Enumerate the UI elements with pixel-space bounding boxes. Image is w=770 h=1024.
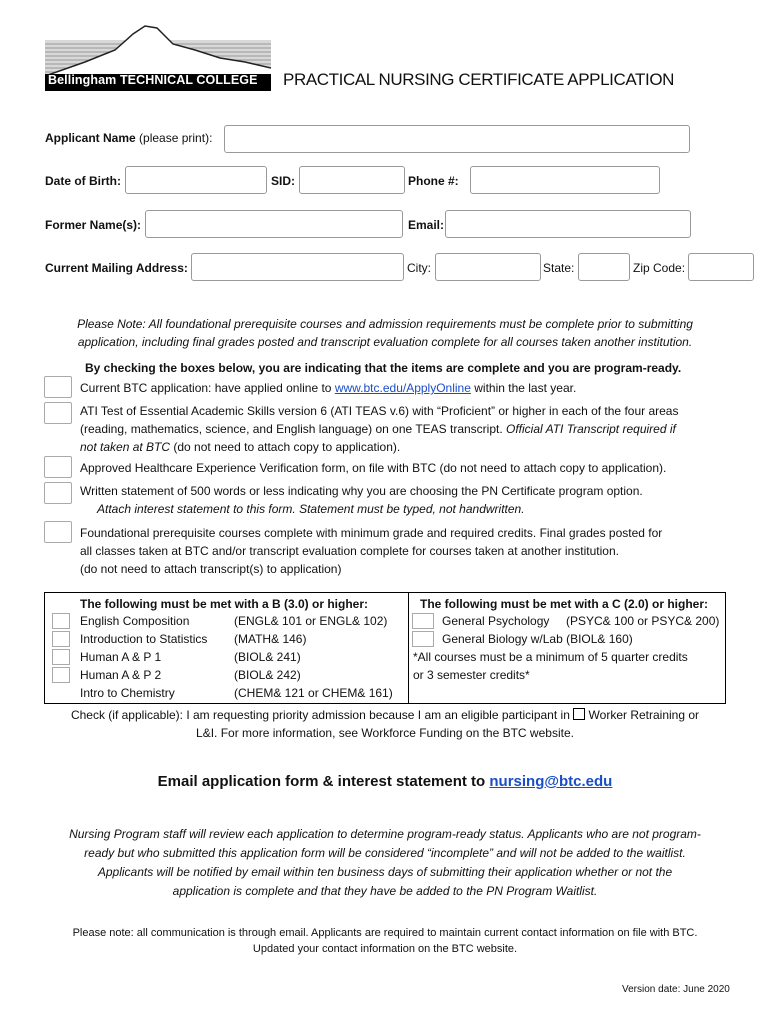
priority-admission xyxy=(30,706,740,742)
apply-online-link[interactable]: www.btc.edu/ApplyOnline xyxy=(334,381,471,395)
communication-line1: Please note: all communication is through email. Applicants are required to maintain current contact information on file with BTC. xyxy=(72,927,698,939)
course-table xyxy=(44,592,726,704)
nursing-email-link[interactable]: nursing@btc.edu xyxy=(489,773,613,790)
checkbox-prerequisites[interactable] xyxy=(44,521,72,543)
zip-label: Zip Code: xyxy=(633,261,686,275)
course-code: (BIOL& 242) xyxy=(234,668,301,682)
course-name: English Composition xyxy=(80,614,190,628)
checkbox-written-statement[interactable] xyxy=(44,482,72,504)
item5-line2: all classes taken at BTC and/or transcript evaluation complete for courses taken at another institution. xyxy=(80,544,619,558)
prereq-note-line2: application, including final grades posted and transcript evaluation complete for all courses taken another institution. xyxy=(77,335,693,349)
item5-line3: (do not need to attach transcript(s) to application) xyxy=(80,562,342,576)
sid-field[interactable] xyxy=(299,166,405,194)
item4-line1: Written statement of 500 words or less indicating why you are choosing the PN Certificate program option. xyxy=(80,484,643,498)
checklist-item-prerequisites xyxy=(80,524,720,578)
item4-line2: Attach interest statement to this form. Statement must be typed, not handwritten. xyxy=(97,502,525,516)
state-field[interactable] xyxy=(578,253,630,281)
dob-label: Date of Birth: xyxy=(45,174,121,188)
checklist-intro: By checking the boxes below, you are indicating that the items are complete and you are program-ready. xyxy=(85,361,682,375)
item1-text-end: within the last year. xyxy=(470,381,577,395)
former-names-label: Former Name(s): xyxy=(45,218,142,232)
course-code: (ENGL& 101 or ENGL& 102) xyxy=(234,614,388,628)
communication-line2: Updated your contact information on the BTC website. xyxy=(252,943,518,955)
course-code: (CHEM& 121 or CHEM& 161) xyxy=(234,686,393,700)
email-instructions-text: Email application form & interest statement to xyxy=(157,773,490,790)
course-code: (MATH& 146) xyxy=(234,632,307,646)
communication-note xyxy=(20,925,750,957)
checkbox-intro-statistics[interactable] xyxy=(52,631,70,647)
checkbox-human-ap1[interactable] xyxy=(52,649,70,665)
review-line3: Applicants will be notified by email within ten business days of submitting their application whether or not the xyxy=(97,865,673,879)
city-field[interactable] xyxy=(435,253,541,281)
review-line1: Nursing Program staff will review each application to determine program-ready status. Applicants who are not program- xyxy=(69,827,701,841)
priority-text: Check (if applicable): I am requesting priority admission because I am an eligible participant in xyxy=(70,708,574,722)
course-name: Human A & P 2 xyxy=(80,668,162,682)
college-logo xyxy=(45,22,271,92)
item1-text: Current BTC application: have applied online to xyxy=(80,381,335,395)
prereq-note-line1: Please Note: All foundational prerequisite courses and admission requirements must be complete prior to submitting xyxy=(77,317,693,331)
city-label: City: xyxy=(407,261,431,275)
logo-text: Bellingham TECHNICAL COLLEGE xyxy=(48,73,258,87)
priority-line2: L&I. For more information, see Workforce Funding on the BTC website. xyxy=(196,726,574,740)
checkbox-english-composition[interactable] xyxy=(52,613,70,629)
priority-text-end: Worker Retraining or xyxy=(585,708,700,722)
checkbox-general-psychology[interactable] xyxy=(412,613,434,629)
phone-field[interactable] xyxy=(470,166,660,194)
review-line4: application is complete and that they have be added to the PN Program Waitlist. xyxy=(172,884,598,898)
review-paragraph xyxy=(30,825,740,901)
item2-line2-italic: Official ATI Transcript required if xyxy=(506,422,676,436)
checklist-item-btc-application xyxy=(80,379,720,397)
former-names-field[interactable] xyxy=(145,210,403,238)
checkbox-ati-teas[interactable] xyxy=(44,402,72,424)
credits-note-line1: *All courses must be a minimum of 5 quarter credits xyxy=(413,650,688,664)
item2-line2: (reading, mathematics, science, and English language) on one TEAS transcript. xyxy=(80,422,507,436)
item2-line3-italic: not taken at BTC xyxy=(80,440,171,454)
checkbox-human-ap2[interactable] xyxy=(52,667,70,683)
sid-label: SID: xyxy=(271,174,295,188)
address-label: Current Mailing Address: xyxy=(45,261,188,275)
b-grade-header: The following must be met with a B (3.0) or higher: xyxy=(80,597,369,611)
item2-line3: (do not need to attach copy to application). xyxy=(170,440,401,454)
email-instructions xyxy=(0,773,770,790)
c-grade-header: The following must be met with a C (2.0) or higher: xyxy=(420,597,709,611)
checkbox-healthcare-experience[interactable] xyxy=(44,456,72,478)
credits-note-line2: or 3 semester credits* xyxy=(413,668,530,682)
course-code: (BIOL& 241) xyxy=(234,650,301,664)
checklist-item-healthcare-experience: Approved Healthcare Experience Verification form, on file with BTC (do not need to attach copy to application). xyxy=(80,461,667,475)
page-title: PRACTICAL NURSING CERTIFICATE APPLICATION xyxy=(283,70,675,89)
review-line2: ready but who submitted this application form will be considered “incomplete” and will not be added to the waitlist. xyxy=(84,846,686,860)
course-name: General Psychology xyxy=(442,614,550,628)
applicant-name-hint: (please print): xyxy=(139,131,213,145)
email-field[interactable] xyxy=(445,210,691,238)
checklist-item-written-statement xyxy=(80,482,720,518)
applicant-name-label-text: Applicant Name xyxy=(45,131,136,145)
address-field[interactable] xyxy=(191,253,404,281)
course-name: General Biology w/Lab (BIOL& 160) xyxy=(442,632,633,646)
version-date: Version date: June 2020 xyxy=(622,984,730,995)
item5-line1: Foundational prerequisite courses complete with minimum grade and required credits. Final grades posted for xyxy=(80,526,663,540)
worker-retraining-checkbox[interactable] xyxy=(573,708,585,720)
course-name: Intro to Chemistry xyxy=(80,686,175,700)
email-label: Email: xyxy=(408,218,445,232)
applicant-name-field[interactable] xyxy=(224,125,690,153)
checkbox-btc-application[interactable] xyxy=(44,376,72,398)
state-label: State: xyxy=(543,261,575,275)
item2-line1: ATI Test of Essential Academic Skills version 6 (ATI TEAS v.6) with “Proficient” or higher in each of the four areas xyxy=(80,404,679,418)
checkbox-general-biology[interactable] xyxy=(412,631,434,647)
dob-field[interactable] xyxy=(125,166,267,194)
course-code: (PSYC& 100 or PSYC& 200) xyxy=(566,614,720,628)
zip-field[interactable] xyxy=(688,253,754,281)
applicant-name-label xyxy=(45,131,212,145)
prereq-note xyxy=(30,315,740,351)
course-name: Introduction to Statistics xyxy=(80,632,208,646)
phone-label: Phone #: xyxy=(408,174,459,188)
course-name: Human A & P 1 xyxy=(80,650,162,664)
checklist-item-ati-teas xyxy=(80,402,720,456)
